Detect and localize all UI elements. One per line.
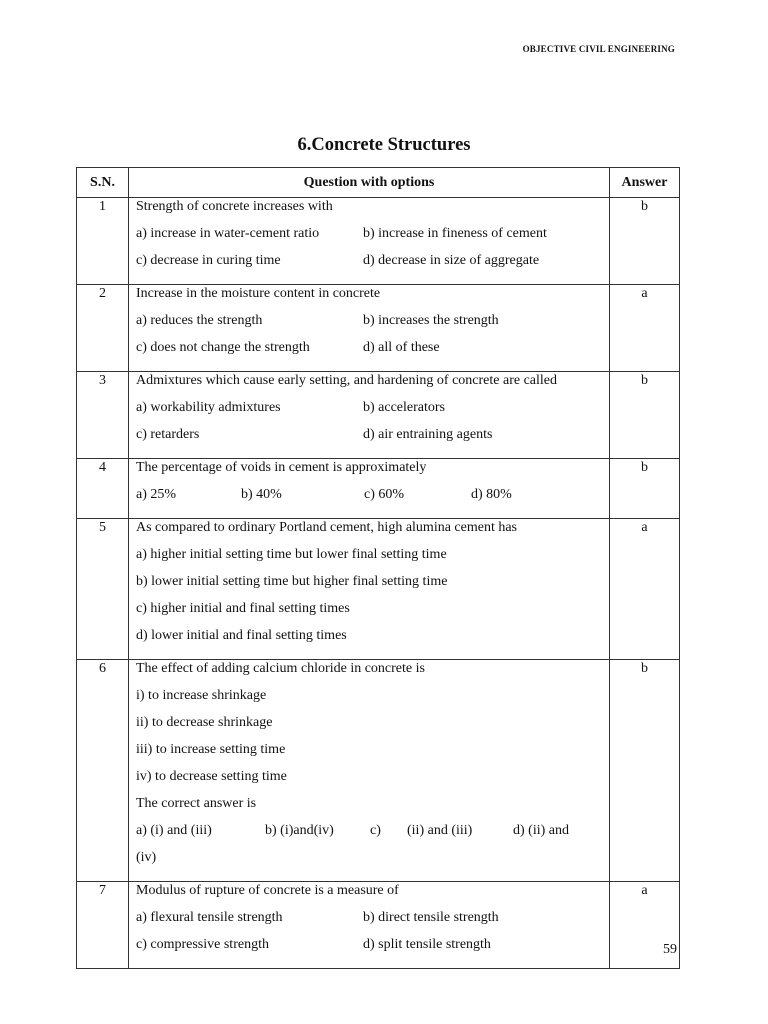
option-line: [136, 687, 605, 714]
question-number: 7: [77, 882, 129, 969]
option-text: b) increase in fineness of cement: [363, 226, 547, 241]
question-stem: The percentage of voids in cement is approximately: [136, 460, 427, 475]
option-text: c) decrease in curing time: [136, 253, 281, 268]
question-cell: [129, 285, 610, 372]
question-cell: [129, 519, 610, 660]
question-stem: As compared to ordinary Portland cement, high alumina cement has: [136, 520, 518, 535]
table-row: [77, 285, 680, 372]
header-sn: S.N.: [77, 168, 129, 198]
table-row: [77, 660, 680, 882]
option-line: [136, 768, 605, 795]
option-line: [136, 741, 605, 768]
option-text: c) 60%: [364, 487, 405, 502]
header-answer: Answer: [610, 168, 680, 198]
table-row: [77, 519, 680, 660]
option-line: [136, 600, 605, 627]
question-cell: [129, 459, 610, 519]
option-text: a) workability admixtures: [136, 400, 281, 415]
option-line: [136, 936, 605, 963]
option-text: b) 40%: [241, 487, 282, 502]
option-text: c) higher initial and final setting times: [136, 601, 350, 616]
option-line: [136, 399, 605, 426]
option-line: [136, 714, 605, 741]
answer-cell: a: [610, 285, 680, 372]
option-line: [136, 339, 605, 366]
option-text: i) to increase shrinkage: [136, 688, 267, 703]
option-text: iv) to decrease setting time: [136, 769, 287, 784]
questions-table: [76, 167, 680, 969]
option-text: a) 25%: [136, 487, 177, 502]
question-cell: [129, 198, 610, 285]
question-stem: Strength of concrete increases with: [136, 199, 333, 214]
question-number: 3: [77, 372, 129, 459]
option-text: d) (ii) and: [513, 823, 569, 838]
option-text: (ii) and (iii): [407, 823, 473, 838]
option-line: [136, 822, 605, 849]
option-line: [136, 573, 605, 600]
option-text: b) direct tensile strength: [363, 910, 499, 925]
option-text: (iv): [136, 850, 157, 865]
answer-cell: a: [610, 519, 680, 660]
page-number: 59: [663, 942, 677, 957]
question-cell: [129, 660, 610, 882]
answer-cell: b: [610, 459, 680, 519]
option-text: a) increase in water-cement ratio: [136, 226, 320, 241]
table-row: [77, 882, 680, 969]
option-text: a) higher initial setting time but lower final setting time: [136, 547, 447, 562]
option-line: [136, 426, 605, 453]
question-number: 5: [77, 519, 129, 660]
option-line: [136, 849, 605, 876]
running-header: OBJECTIVE CIVIL ENGINEERING: [522, 44, 675, 54]
question-number: 1: [77, 198, 129, 285]
option-text: b) (i)and(iv): [265, 823, 334, 838]
page-title: 6.Concrete Structures: [297, 135, 471, 155]
option-line: [136, 909, 605, 936]
question-stem: The effect of adding calcium chloride in concrete is: [136, 661, 425, 676]
option-line: [136, 627, 605, 654]
table-row: [77, 459, 680, 519]
answer-cell: a: [610, 882, 680, 969]
option-text: The correct answer is: [136, 796, 257, 811]
option-text: a) flexural tensile strength: [136, 910, 283, 925]
table-body: [77, 198, 680, 969]
question-stem: Modulus of rupture of concrete is a measure of: [136, 883, 399, 898]
option-text: c) does not change the strength: [136, 340, 310, 355]
question-cell: [129, 372, 610, 459]
option-text: b) increases the strength: [363, 313, 499, 328]
question-stem: Increase in the moisture content in concrete: [136, 286, 381, 301]
option-text: d) 80%: [471, 487, 512, 502]
option-text: d) lower initial and final setting times: [136, 628, 347, 643]
option-text: d) all of these: [363, 340, 440, 355]
answer-cell: b: [610, 372, 680, 459]
option-line: [136, 312, 605, 339]
table-row: [77, 372, 680, 459]
question-cell: [129, 882, 610, 969]
option-line: [136, 546, 605, 573]
option-line: [136, 486, 605, 513]
option-text: c) retarders: [136, 427, 200, 442]
option-text: d) decrease in size of aggregate: [363, 253, 540, 268]
option-text: ii) to decrease shrinkage: [136, 715, 273, 730]
question-number: 4: [77, 459, 129, 519]
option-line: [136, 252, 605, 279]
table-header-row: [77, 168, 680, 198]
option-text: d) split tensile strength: [363, 937, 491, 952]
option-text: a) reduces the strength: [136, 313, 263, 328]
option-text: b) lower initial setting time but higher final setting time: [136, 574, 448, 589]
answer-cell: b: [610, 198, 680, 285]
option-text: a) (i) and (iii): [136, 823, 212, 838]
option-text: c) compressive strength: [136, 937, 269, 952]
question-number: 2: [77, 285, 129, 372]
option-text: iii) to increase setting time: [136, 742, 286, 757]
header-question: Question with options: [129, 168, 610, 198]
option-text: c): [370, 823, 381, 838]
question-stem: Admixtures which cause early setting, and hardening of concrete are called: [136, 373, 557, 388]
answer-cell: b: [610, 660, 680, 882]
table-row: [77, 198, 680, 285]
question-number: 6: [77, 660, 129, 882]
option-text: d) air entraining agents: [363, 427, 493, 442]
option-line: [136, 795, 605, 822]
option-line: [136, 225, 605, 252]
option-text: b) accelerators: [363, 400, 445, 415]
